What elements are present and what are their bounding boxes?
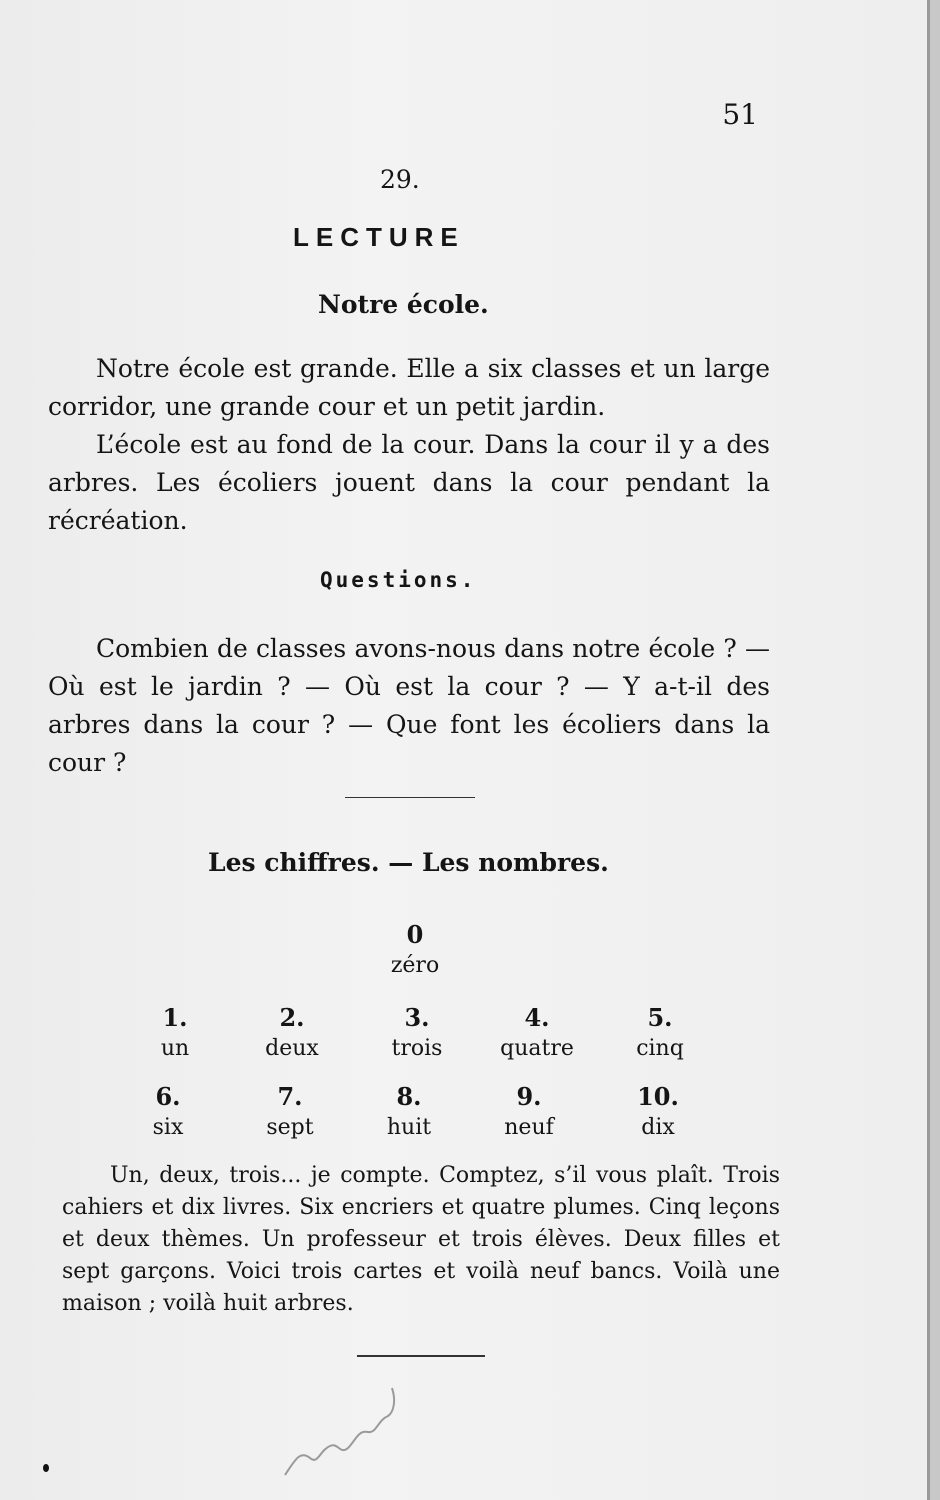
underline-mark (345, 797, 475, 798)
practice-paragraph: Un, deux, trois... je compte. Comptez, s’il vous plaît. Trois cahiers et dix livres. Six encriers et quatre plumes. Cinq leçons et deux thèmes. Un professeur et trois élèves. Deux filles et sept garçons. Voici trois cartes et voilà neuf bancs. Voilà une maison ; voilà huit arbres. (62, 1163, 780, 1316)
number-word: quatre (500, 1036, 574, 1061)
number-item (232, 1003, 352, 1065)
number-figure: 6. (155, 1082, 181, 1111)
number-word: trois (391, 1036, 443, 1061)
number-item (469, 1082, 589, 1144)
number-item (477, 1003, 597, 1065)
questions-text (48, 630, 770, 782)
number-item (349, 1082, 469, 1144)
number-figure: 8. (396, 1082, 422, 1111)
number-word: zéro (390, 953, 440, 978)
number-word: huit (386, 1115, 432, 1140)
number-figure: 0 (406, 920, 424, 949)
number-word: cinq (636, 1036, 684, 1061)
ink-dot (43, 1464, 49, 1472)
number-word: neuf (504, 1115, 554, 1140)
number-item (108, 1082, 228, 1144)
reading-paragraph: L’école est au fond de la cour. Dans la cour il y a des arbres. Les écoliers jouent dans la cour pendant la récréation. (48, 430, 770, 535)
number-figure: 1. (162, 1003, 188, 1032)
page-number: 51 (722, 98, 758, 131)
reading-paragraph: Notre école est grande. Elle a six classes et un large corridor, une grande cour et un petit jardin. (48, 354, 770, 421)
questions-heading: Questions. (320, 568, 477, 592)
number-figure: 4. (524, 1003, 550, 1032)
number-figure: 10. (637, 1082, 679, 1111)
number-word: sept (266, 1115, 314, 1140)
number-word: un (160, 1036, 190, 1061)
number-figure: 9. (516, 1082, 542, 1111)
numbers-heading: Les chiffres. — Les nombres. (208, 848, 609, 877)
number-item (357, 1003, 477, 1065)
number-figure: 3. (404, 1003, 430, 1032)
number-figure: 7. (277, 1082, 303, 1111)
number-item (600, 1003, 720, 1065)
number-word: dix (641, 1115, 675, 1140)
number-item (355, 920, 475, 982)
end-rule (357, 1355, 485, 1357)
section-number: 29. (380, 165, 420, 194)
number-word: deux (265, 1036, 319, 1061)
practice-text (62, 1160, 780, 1320)
number-item (115, 1003, 235, 1065)
lesson-title: Notre école. (318, 290, 489, 319)
number-item (598, 1082, 718, 1144)
number-figure: 5. (647, 1003, 673, 1032)
reading-text (48, 350, 770, 540)
page-edge (927, 0, 930, 1500)
questions-paragraph: Combien de classes avons-nous dans notre école ? — Où est le jardin ? — Où est la cour ? — Y a-t-il des arbres dans la cour ? — Que font les écoliers dans la cour ? (48, 634, 770, 777)
lecture-heading: LECTURE (293, 222, 465, 252)
number-item (230, 1082, 350, 1144)
number-figure: 2. (279, 1003, 305, 1032)
number-word: six (152, 1115, 184, 1140)
pencil-scribble-icon (280, 1380, 410, 1480)
